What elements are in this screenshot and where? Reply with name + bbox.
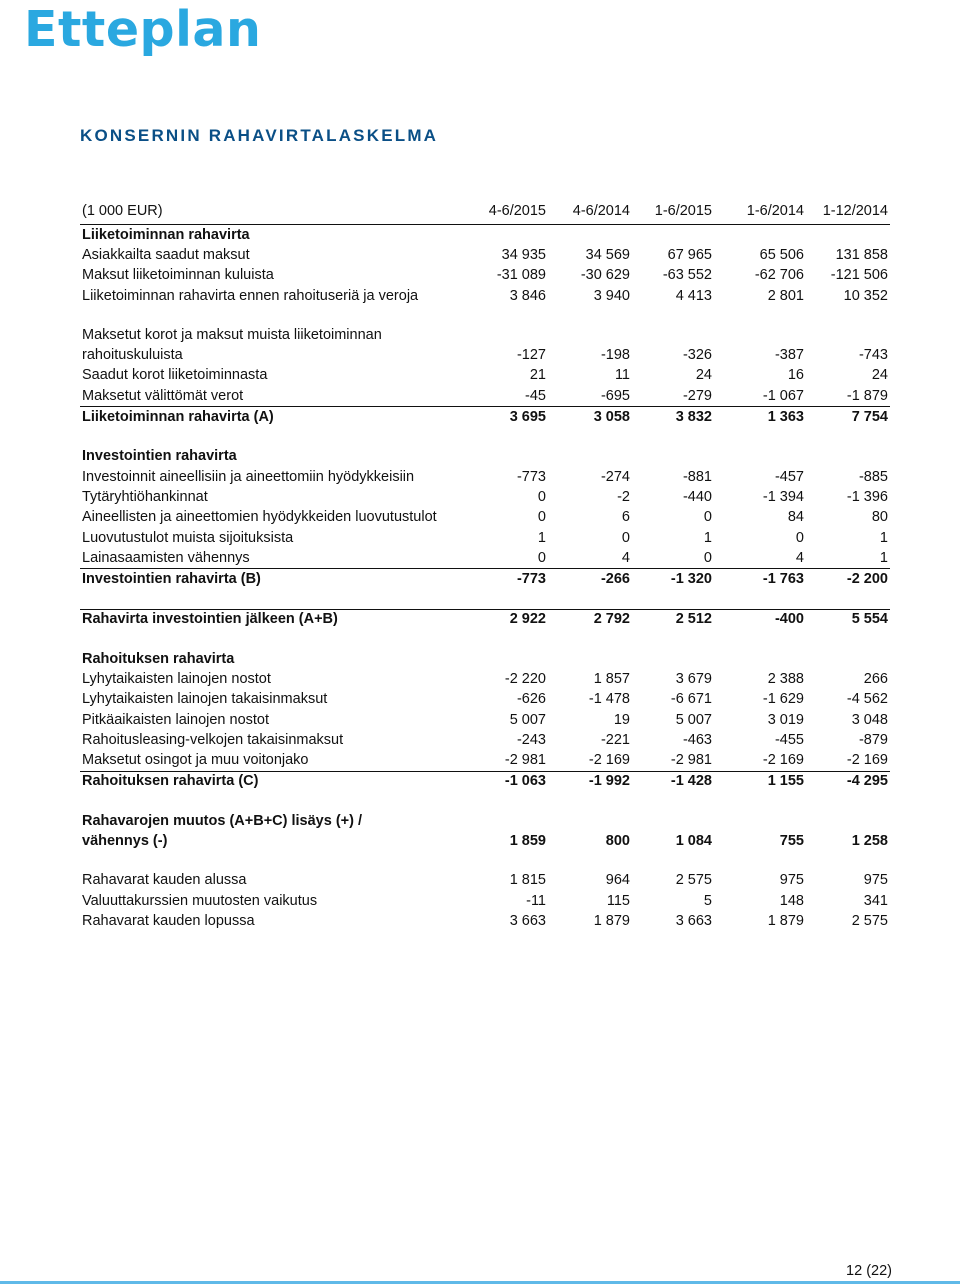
row-value: 19 [613, 711, 630, 728]
table-row [80, 325, 890, 345]
total-row [80, 407, 890, 428]
row-value: 1 879 [593, 912, 630, 929]
row-value: -440 [682, 488, 712, 505]
row-value: -221 [600, 731, 630, 748]
row-label: Pitkäaikaisten lainojen nostot [82, 711, 270, 728]
row-value: 4 [795, 549, 804, 566]
row-value: -773 [480, 569, 548, 590]
table-row [80, 871, 890, 891]
row-value [480, 225, 548, 246]
table-row [80, 345, 890, 365]
row-value [632, 811, 714, 831]
cash-flow-table-body [80, 198, 890, 932]
row-value: 4 [621, 549, 630, 566]
spacer-row [80, 852, 890, 871]
row-value: 0 [537, 549, 546, 566]
row-value: -400 [714, 609, 806, 630]
row-value: -2 981 [670, 752, 712, 769]
row-label: Rahavarojen muutos (A+B+C) lisäys (+) / [82, 812, 363, 829]
row-value: -1 428 [632, 771, 714, 792]
row-value: 3 019 [767, 711, 804, 728]
row-label: Lyhytaikaisten lainojen takaisinmaksut [82, 691, 328, 708]
period-header: 1-12/2014 [806, 198, 890, 225]
row-value: 2 512 [632, 609, 714, 630]
row-value [548, 447, 632, 467]
row-value: -1 063 [480, 771, 548, 792]
table-row [80, 528, 890, 548]
unit-label: (1 000 EUR) [80, 198, 480, 225]
row-value: 1 857 [593, 670, 630, 687]
spacer-row [80, 792, 890, 811]
page-number: 12 (22) [846, 1263, 892, 1279]
section-heading-row [80, 447, 890, 467]
row-value: -1 067 [762, 387, 804, 404]
row-value: 3 663 [675, 912, 712, 929]
row-value: 5 554 [806, 609, 890, 630]
row-value [714, 447, 806, 467]
row-value: 2 922 [480, 609, 548, 630]
table-row [80, 751, 890, 772]
row-value: 755 [779, 833, 804, 850]
row-value: 3 940 [593, 287, 630, 304]
row-value [480, 447, 548, 467]
row-label: Maksetut osingot ja muu voitonjako [82, 752, 309, 769]
row-value: 7 754 [806, 407, 890, 428]
row-value: 266 [863, 670, 888, 687]
row-value: -2 169 [846, 752, 888, 769]
row-value: 3 846 [509, 287, 546, 304]
table-row [80, 891, 890, 911]
row-value: 24 [871, 367, 888, 384]
cash-flow-table [80, 198, 890, 932]
row-value [714, 225, 806, 246]
row-value [480, 325, 548, 345]
row-value: 0 [537, 488, 546, 505]
row-value: 10 352 [843, 287, 888, 304]
row-label: Rahoituksen rahavirta [82, 650, 235, 667]
row-label: Maksetut korot ja maksut muista liiketoiminnan [82, 326, 382, 343]
row-label: Maksut liiketoiminnan kuluista [82, 267, 274, 284]
row-value: 1 084 [675, 833, 712, 850]
row-label: Rahavarat kauden alussa [82, 872, 247, 889]
row-value: 21 [529, 367, 546, 384]
row-label: Tytäryhtiöhankinnat [82, 488, 208, 505]
table-row [80, 669, 890, 689]
row-value: 975 [863, 872, 888, 889]
row-value: 1 [537, 529, 546, 546]
footer-divider [0, 1281, 960, 1284]
row-value [806, 325, 890, 345]
row-value [548, 649, 632, 669]
spacer-row [80, 590, 890, 610]
period-header: 1-6/2014 [714, 198, 806, 225]
table-row [80, 548, 890, 569]
row-value: 0 [703, 509, 712, 526]
row-value: -455 [774, 731, 804, 748]
row-value: -879 [858, 731, 888, 748]
row-label: Valuuttakurssien muutosten vaikutus [82, 892, 318, 909]
spacer-row [80, 630, 890, 649]
row-value: -1 629 [762, 691, 804, 708]
table-row [80, 386, 890, 407]
row-label: Luovutustulot muista sijoituksista [82, 529, 294, 546]
row-value: 1 258 [851, 833, 888, 850]
row-value: -4 562 [846, 691, 888, 708]
row-value: -1 394 [762, 488, 804, 505]
row-value: 3 058 [548, 407, 632, 428]
table-row [80, 366, 890, 386]
table-row [80, 831, 890, 851]
row-value [632, 649, 714, 669]
row-value: -326 [682, 347, 712, 364]
row-value [480, 649, 548, 669]
header-row [80, 198, 890, 225]
row-value: -274 [600, 468, 630, 485]
row-value: -881 [682, 468, 712, 485]
row-value: 2 388 [767, 670, 804, 687]
row-label: rahoituskuluista [82, 347, 183, 364]
table-row [80, 508, 890, 528]
row-value: -63 552 [662, 267, 712, 284]
row-value: 1 879 [767, 912, 804, 929]
row-value: -695 [600, 387, 630, 404]
section-heading-row [80, 225, 890, 246]
section-heading-row [80, 811, 890, 831]
total-row [80, 771, 890, 792]
row-value: 5 [703, 892, 712, 909]
row-value: -885 [858, 468, 888, 485]
row-label: Rahoituksen rahavirta (C) [80, 771, 480, 792]
row-value [714, 811, 806, 831]
row-value: -1 396 [846, 488, 888, 505]
company-logo: Etteplan [24, 1, 262, 58]
row-value: -4 295 [806, 771, 890, 792]
table-row [80, 286, 890, 306]
row-value: 115 [606, 892, 630, 909]
row-value: -626 [516, 691, 546, 708]
row-value: 964 [605, 872, 630, 889]
row-value: -2 981 [504, 752, 546, 769]
row-value: 0 [537, 509, 546, 526]
row-value: -743 [858, 347, 888, 364]
row-value [548, 225, 632, 246]
row-value: -243 [516, 731, 546, 748]
table-row [80, 266, 890, 286]
row-value: -387 [774, 347, 804, 364]
row-label: Liiketoiminnan rahavirta ennen rahoituseriä ja veroja [82, 287, 419, 304]
table-row [80, 467, 890, 487]
row-value: -2 169 [762, 752, 804, 769]
row-value: 67 965 [667, 246, 712, 263]
row-value: 341 [863, 892, 888, 909]
row-value: 2 575 [851, 912, 888, 929]
row-label: Investointien rahavirta (B) [80, 569, 480, 590]
row-value [806, 811, 890, 831]
row-value [714, 649, 806, 669]
row-label: Lyhytaikaisten lainojen nostot [82, 670, 271, 687]
table-row [80, 245, 890, 265]
row-value: 2 801 [767, 287, 804, 304]
row-label: Maksetut välittömät verot [82, 387, 244, 404]
row-value [806, 447, 890, 467]
total-row [80, 569, 890, 590]
row-value: 975 [779, 872, 804, 889]
row-value [548, 325, 632, 345]
row-value: -279 [682, 387, 712, 404]
row-value: -127 [516, 347, 546, 364]
row-value: 2 792 [548, 609, 632, 630]
row-value: -6 671 [670, 691, 712, 708]
row-value: 2 575 [675, 872, 712, 889]
row-value [806, 225, 890, 246]
row-label: Aineellisten ja aineettomien hyödykkeiden luovutustulot [82, 509, 437, 526]
row-value: 24 [695, 367, 712, 384]
row-value [632, 225, 714, 246]
row-value: 3 663 [509, 912, 546, 929]
row-value [548, 811, 632, 831]
row-value [480, 811, 548, 831]
row-label: Rahavirta investointien jälkeen (A+B) [80, 609, 480, 630]
row-value: 34 935 [501, 246, 546, 263]
row-value: 3 832 [632, 407, 714, 428]
row-value: 131 858 [835, 246, 888, 263]
row-value: -1 992 [548, 771, 632, 792]
row-value: 1 [879, 549, 888, 566]
row-label: Rahoitusleasing-velkojen takaisinmaksut [82, 731, 344, 748]
row-value: 6 [621, 509, 630, 526]
row-value: -31 089 [496, 267, 546, 284]
row-label: Asiakkailta saadut maksut [82, 246, 250, 263]
table-row [80, 487, 890, 507]
row-value: 800 [605, 833, 630, 850]
row-value: 1 155 [714, 771, 806, 792]
row-value: 3 695 [480, 407, 548, 428]
row-value: 65 506 [759, 246, 804, 263]
table-row [80, 710, 890, 730]
page-title: KONSERNIN RAHAVIRTALASKELMA [80, 126, 439, 145]
row-value: 148 [779, 892, 804, 909]
row-value: -11 [526, 892, 546, 909]
table-row [80, 690, 890, 710]
row-value: -198 [600, 347, 630, 364]
row-label: Investointien rahavirta [82, 448, 237, 465]
row-value [714, 325, 806, 345]
row-value: 34 569 [585, 246, 630, 263]
row-value: 0 [703, 549, 712, 566]
row-label: Lainasaamisten vähennys [82, 549, 250, 566]
spacer-row [80, 428, 890, 447]
row-value: -1 763 [714, 569, 806, 590]
section-heading-row [80, 649, 890, 669]
row-value: 5 007 [675, 711, 712, 728]
row-value: -1 478 [588, 691, 630, 708]
row-value: -2 200 [806, 569, 890, 590]
total-row [80, 609, 890, 630]
row-value [632, 325, 714, 345]
row-value: -2 220 [504, 670, 546, 687]
row-value: 3 048 [851, 711, 888, 728]
spacer-row [80, 306, 890, 325]
period-header: 1-6/2015 [632, 198, 714, 225]
row-label: Investoinnit aineellisiin ja aineettomiin hyödykkeisiin [82, 468, 415, 485]
row-value: -1 320 [632, 569, 714, 590]
row-value: -45 [525, 387, 546, 404]
row-value: -773 [516, 468, 546, 485]
row-value: -266 [548, 569, 632, 590]
row-value: 3 679 [675, 670, 712, 687]
row-value: -121 506 [830, 267, 888, 284]
row-value: 4 413 [675, 287, 712, 304]
row-value: -1 879 [846, 387, 888, 404]
row-value [632, 447, 714, 467]
row-value: 84 [787, 509, 804, 526]
row-value: -62 706 [754, 267, 804, 284]
row-value: 16 [787, 367, 804, 384]
row-label: Saadut korot liiketoiminnasta [82, 367, 268, 384]
table-row [80, 730, 890, 750]
row-value: 5 007 [509, 711, 546, 728]
row-value: 1 [879, 529, 888, 546]
row-value: 11 [614, 367, 630, 384]
row-value: -2 [617, 488, 630, 505]
row-value: 0 [621, 529, 630, 546]
row-label: vähennys (-) [82, 833, 168, 850]
row-value [806, 649, 890, 669]
table-row [80, 911, 890, 931]
row-value: 80 [871, 509, 888, 526]
row-label: Liiketoiminnan rahavirta (A) [80, 407, 480, 428]
period-header: 4-6/2015 [480, 198, 548, 225]
row-value: 1 363 [714, 407, 806, 428]
row-value: 1 [703, 529, 712, 546]
row-value: 0 [795, 529, 804, 546]
row-value: 1 859 [509, 833, 546, 850]
row-value: -463 [682, 731, 712, 748]
row-label: Rahavarat kauden lopussa [82, 912, 255, 929]
row-value: 1 815 [509, 872, 546, 889]
row-label: Liiketoiminnan rahavirta [82, 226, 250, 243]
row-value: -30 629 [580, 267, 630, 284]
row-value: -2 169 [588, 752, 630, 769]
row-value: -457 [774, 468, 804, 485]
period-header: 4-6/2014 [548, 198, 632, 225]
